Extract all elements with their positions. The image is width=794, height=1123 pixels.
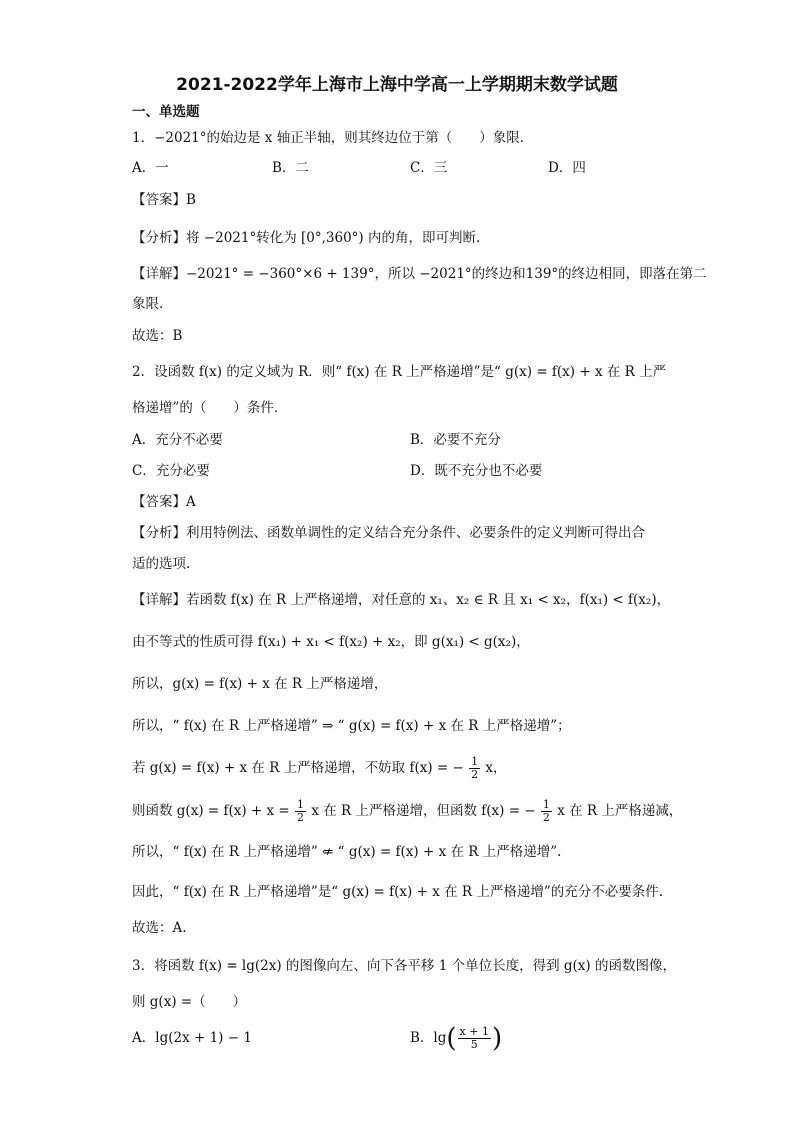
fraction-one-half [295,799,306,824]
fraction-denominator: 5 [470,1038,478,1051]
q2-option-c: C．充分必要 [132,463,210,479]
q3-stem: 3．将函数 f(x) = lg(2x) 的图像向左、向下各平移 1 个单位长度，得到 g(x) 的函数图像， [132,958,676,974]
q1-analysis: 【分析】将 −2021°转化为 [0°,360°) 内的角，即可判断. [132,230,481,246]
q1-detail: 【详解】−2021° = −360°×6 + 139°，所以 −2021°的终边和139°的终边相同，即落在第二 [132,266,707,282]
q1-option-a: A．一 [132,160,169,176]
q2-detail-5-tail: x， [485,760,507,776]
q2-stem: 2．设函数 f(x) 的定义域为 R．则“ f(x) 在 R 上严格递增”是“ g(x) = f(x) + x 在 R 上严 [132,364,667,380]
fraction-numerator: 1 [542,798,550,811]
q1-option-d: D．四 [548,160,586,176]
q2-answer: 【答案】A [132,494,196,510]
q1-choose: 故选：B [132,328,183,344]
q2-detail-7: 所以，“ f(x) 在 R 上严格递增” ⇍ “ g(x) = f(x) + x 在 R 上严格递增”. [132,844,562,860]
q3-option-b-prefix: B．lg [410,1030,447,1046]
q2-detail-1: 【详解】若函数 f(x) 在 R 上严格递增，对任意的 x₁、x₂ ∈ R 且 x₁ < x₂，f(x₁) < f(x₂)， [132,592,671,608]
q1-detail-cont: 象限. [132,296,164,312]
fraction-denominator: 2 [297,811,305,824]
q2-stem-cont: 格递增”的（ ）条件． [132,400,288,416]
section-heading: 一、单选题 [132,104,200,120]
q2-option-b: B．必要不充分 [410,432,501,448]
q2-detail-6-text: 则函数 g(x) = f(x) + x = [132,803,290,819]
q2-detail-6 [132,799,682,824]
q1-stem: 1．−2021°的始边是 x 轴正半轴，则其终边位于第（ ）象限． [132,130,534,146]
q3-stem-cont: 则 g(x) =（ ） [132,994,247,1010]
fraction-one-half [469,756,480,781]
fraction-denominator: 2 [542,811,550,824]
q2-detail-3: 所以，g(x) = f(x) + x 在 R 上严格递增， [132,676,388,692]
q3-option-b-fraction [458,1026,491,1051]
q2-detail-6-mid: x 在 R 上严格递增，但函数 f(x) = − [311,803,536,819]
q1-answer: 【答案】B [132,192,196,208]
q1-option-c: C．三 [410,160,448,176]
fraction-numerator: x + 1 [459,1025,489,1038]
fraction-denominator: 2 [471,768,479,781]
q2-detail-5-text: 若 g(x) = f(x) + x 在 R 上严格递增，不妨取 f(x) = − [132,760,464,776]
fraction-one-half [541,799,552,824]
q1-option-b: B．二 [272,160,309,176]
fraction-numerator: 1 [297,798,305,811]
q2-option-d: D．既不充分也不必要 [410,463,543,479]
page-title: 2021-2022学年上海市上海中学高一上学期期末数学试题 [176,75,618,95]
fraction-numerator: 1 [471,755,479,768]
q2-analysis: 【分析】利用特例法、函数单调性的定义结合充分条件、必要条件的定义判断可得出合 [132,525,645,541]
q3-option-b: B．lg( $\frac{x + 1}{5}$ ) [410,1023,503,1054]
q2-detail-2: 由不等式的性质可得 f(x₁) + x₁ < f(x₂) + x₂，即 g(x₁) < g(x₂)， [132,634,530,650]
q2-detail-4: 所以，“ f(x) 在 R 上严格递增” ⇒ “ g(x) = f(x) + x 在 R 上严格递增”； [132,718,571,734]
q2-choose: 故选：A. [132,920,187,936]
q2-detail-5 [132,756,507,781]
q2-detail-6-tail: x 在 R 上严格递减， [557,803,683,819]
q2-analysis-cont: 适的选项. [132,556,191,572]
q2-option-a: A．充分不必要 [132,432,223,448]
q3-option-a: A．lg(2x + 1) − 1 [132,1030,252,1046]
q2-detail-8: 因此，“ f(x) 在 R 上严格递增”是“ g(x) = f(x) + x 在 R 上严格递增”的充分不必要条件. [132,884,664,900]
